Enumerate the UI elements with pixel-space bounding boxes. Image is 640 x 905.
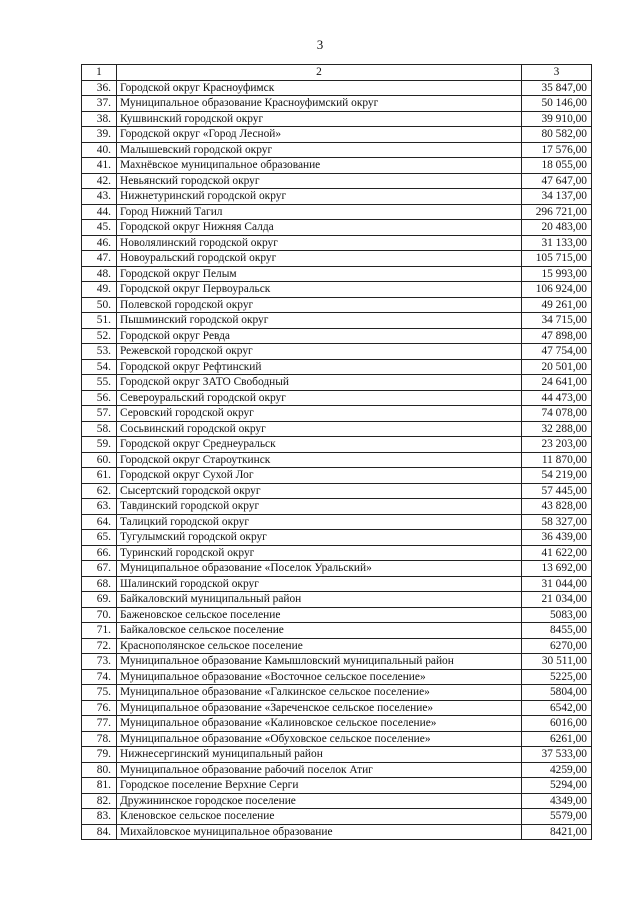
table-row (82, 747, 592, 763)
amount-value: 6261,00 (522, 731, 592, 747)
municipality-name: Режевской городской округ (117, 344, 522, 360)
municipality-name: Городской округ «Город Лесной» (117, 127, 522, 143)
municipality-name: Муниципальное образование «Восточное сельское поселение» (117, 669, 522, 685)
amount-value: 4349,00 (522, 793, 592, 809)
municipality-name: Городской округ Пелым (117, 266, 522, 282)
municipality-name: Кленовское сельское поселение (117, 809, 522, 825)
amount-value: 58 327,00 (522, 514, 592, 530)
table-row (82, 716, 592, 732)
amount-value: 23 203,00 (522, 437, 592, 453)
amount-value: 54 219,00 (522, 468, 592, 484)
municipality-name: Тугулымский городской округ (117, 530, 522, 546)
municipality-name: Махнёвское муниципальное образование (117, 158, 522, 174)
row-number: 73. (82, 654, 117, 670)
table-row (82, 142, 592, 158)
row-number: 38. (82, 111, 117, 127)
row-number: 55. (82, 375, 117, 391)
table-row (82, 111, 592, 127)
column-header-name: 2 (117, 65, 522, 81)
municipality-name: Нижнетуринский городской округ (117, 189, 522, 205)
municipality-name: Городской округ Староуткинск (117, 452, 522, 468)
table-row (82, 762, 592, 778)
municipality-name: Муниципальное образование «Зареченское сельское поселение» (117, 700, 522, 716)
table-row (82, 778, 592, 794)
table-row (82, 592, 592, 608)
municipality-name: Краснополянское сельское поселение (117, 638, 522, 654)
allocation-table (81, 64, 592, 840)
municipality-name: Пышминский городской округ (117, 313, 522, 329)
table-row (82, 483, 592, 499)
municipality-name: Североуральский городской округ (117, 390, 522, 406)
municipality-name: Новолялинский городской округ (117, 235, 522, 251)
amount-value: 11 870,00 (522, 452, 592, 468)
row-number: 43. (82, 189, 117, 205)
table-row (82, 204, 592, 220)
amount-value: 37 533,00 (522, 747, 592, 763)
amount-value: 49 261,00 (522, 297, 592, 313)
municipality-name: Городской округ Рефтинский (117, 359, 522, 375)
table-row (82, 623, 592, 639)
table-row (82, 793, 592, 809)
row-number: 44. (82, 204, 117, 220)
row-number: 40. (82, 142, 117, 158)
table-row (82, 251, 592, 267)
table-row (82, 96, 592, 112)
amount-value: 5294,00 (522, 778, 592, 794)
table-row (82, 638, 592, 654)
amount-value: 39 910,00 (522, 111, 592, 127)
amount-value: 44 473,00 (522, 390, 592, 406)
table-row (82, 654, 592, 670)
table-row (82, 266, 592, 282)
amount-value: 105 715,00 (522, 251, 592, 267)
amount-value: 31 133,00 (522, 235, 592, 251)
table-row (82, 576, 592, 592)
table-row (82, 390, 592, 406)
amount-value: 24 641,00 (522, 375, 592, 391)
amount-value: 30 511,00 (522, 654, 592, 670)
municipality-name: Байкаловское сельское поселение (117, 623, 522, 639)
row-number: 57. (82, 406, 117, 422)
row-number: 80. (82, 762, 117, 778)
row-number: 52. (82, 328, 117, 344)
row-number: 84. (82, 824, 117, 840)
municipality-name: Муниципальное образование Камышловский муниципальный район (117, 654, 522, 670)
municipality-name: Туринский городской округ (117, 545, 522, 561)
municipality-name: Муниципальное образование «Калиновское сельское поселение» (117, 716, 522, 732)
amount-value: 17 576,00 (522, 142, 592, 158)
amount-value: 74 078,00 (522, 406, 592, 422)
row-number: 75. (82, 685, 117, 701)
amount-value: 20 501,00 (522, 359, 592, 375)
row-number: 37. (82, 96, 117, 112)
amount-value: 4259,00 (522, 762, 592, 778)
row-number: 46. (82, 235, 117, 251)
table-row (82, 406, 592, 422)
amount-value: 6270,00 (522, 638, 592, 654)
amount-value: 13 692,00 (522, 561, 592, 577)
row-number: 47. (82, 251, 117, 267)
municipality-name: Нижнесергинский муниципальный район (117, 747, 522, 763)
table-row (82, 127, 592, 143)
row-number: 54. (82, 359, 117, 375)
municipality-name: Сосьвинский городской округ (117, 421, 522, 437)
municipality-name: Новоуральский городской округ (117, 251, 522, 267)
amount-value: 50 146,00 (522, 96, 592, 112)
table-row (82, 437, 592, 453)
municipality-name: Шалинский городской округ (117, 576, 522, 592)
row-number: 51. (82, 313, 117, 329)
municipality-name: Городской округ Красноуфимск (117, 80, 522, 96)
municipality-name: Муниципальное образование рабочий поселок Атиг (117, 762, 522, 778)
municipality-name: Полевской городской округ (117, 297, 522, 313)
page-number: 3 (316, 37, 324, 52)
row-number: 78. (82, 731, 117, 747)
table-body (82, 80, 592, 840)
municipality-name: Городское поселение Верхние Серги (117, 778, 522, 794)
table-row (82, 297, 592, 313)
amount-value: 15 993,00 (522, 266, 592, 282)
row-number: 82. (82, 793, 117, 809)
table-header-row (82, 65, 592, 81)
municipality-name: Городской округ ЗАТО Свободный (117, 375, 522, 391)
table-row (82, 220, 592, 236)
amount-value: 106 924,00 (522, 282, 592, 298)
row-number: 41. (82, 158, 117, 174)
table-row (82, 809, 592, 825)
table-row (82, 669, 592, 685)
amount-value: 47 898,00 (522, 328, 592, 344)
row-number: 48. (82, 266, 117, 282)
municipality-name: Городской округ Первоуральск (117, 282, 522, 298)
row-number: 65. (82, 530, 117, 546)
table-row (82, 530, 592, 546)
municipality-name: Баженовское сельское поселение (117, 607, 522, 623)
table-row (82, 282, 592, 298)
amount-value: 41 622,00 (522, 545, 592, 561)
municipality-name: Малышевский городской округ (117, 142, 522, 158)
table-row (82, 80, 592, 96)
amount-value: 5579,00 (522, 809, 592, 825)
amount-value: 34 137,00 (522, 189, 592, 205)
municipality-name: Городской округ Сухой Лог (117, 468, 522, 484)
table-row (82, 328, 592, 344)
table-row (82, 700, 592, 716)
row-number: 70. (82, 607, 117, 623)
amount-value: 43 828,00 (522, 499, 592, 515)
municipality-name: Муниципальное образование «Галкинское сельское поселение» (117, 685, 522, 701)
municipality-name: Серовский городской округ (117, 406, 522, 422)
row-number: 61. (82, 468, 117, 484)
row-number: 59. (82, 437, 117, 453)
row-number: 64. (82, 514, 117, 530)
table-row (82, 452, 592, 468)
amount-value: 6542,00 (522, 700, 592, 716)
row-number: 50. (82, 297, 117, 313)
row-number: 69. (82, 592, 117, 608)
row-number: 66. (82, 545, 117, 561)
row-number: 58. (82, 421, 117, 437)
amount-value: 5804,00 (522, 685, 592, 701)
municipality-name: Муниципальное образование «Обуховское сельское поселение» (117, 731, 522, 747)
table-row (82, 344, 592, 360)
amount-value: 5225,00 (522, 669, 592, 685)
table-row (82, 824, 592, 840)
table-row (82, 421, 592, 437)
row-number: 76. (82, 700, 117, 716)
amount-value: 8421,00 (522, 824, 592, 840)
municipality-name: Тавдинский городской округ (117, 499, 522, 515)
municipality-name: Городской округ Среднеуральск (117, 437, 522, 453)
column-header-number: 1 (82, 65, 117, 81)
row-number: 42. (82, 173, 117, 189)
table-row (82, 359, 592, 375)
row-number: 81. (82, 778, 117, 794)
amount-value: 18 055,00 (522, 158, 592, 174)
amount-value: 6016,00 (522, 716, 592, 732)
municipality-name: Михайловское муниципальное образование (117, 824, 522, 840)
municipality-name: Городской округ Нижняя Салда (117, 220, 522, 236)
column-header-amount: 3 (522, 65, 592, 81)
table-row (82, 158, 592, 174)
table-row (82, 607, 592, 623)
row-number: 72. (82, 638, 117, 654)
table-row (82, 514, 592, 530)
row-number: 36. (82, 80, 117, 96)
municipality-name: Байкаловский муниципальный район (117, 592, 522, 608)
row-number: 74. (82, 669, 117, 685)
row-number: 45. (82, 220, 117, 236)
amount-value: 35 847,00 (522, 80, 592, 96)
amount-value: 36 439,00 (522, 530, 592, 546)
amount-value: 57 445,00 (522, 483, 592, 499)
municipality-name: Муниципальное образование Красноуфимский округ (117, 96, 522, 112)
municipality-name: Город Нижний Тагил (117, 204, 522, 220)
amount-value: 80 582,00 (522, 127, 592, 143)
municipality-name: Невьянский городской округ (117, 173, 522, 189)
table-row (82, 235, 592, 251)
row-number: 39. (82, 127, 117, 143)
row-number: 49. (82, 282, 117, 298)
table-row (82, 545, 592, 561)
municipality-name: Дружининское городское поселение (117, 793, 522, 809)
row-number: 62. (82, 483, 117, 499)
table-row (82, 468, 592, 484)
municipality-name: Талицкий городской округ (117, 514, 522, 530)
row-number: 77. (82, 716, 117, 732)
row-number: 79. (82, 747, 117, 763)
amount-value: 5083,00 (522, 607, 592, 623)
row-number: 83. (82, 809, 117, 825)
municipality-name: Сысертский городской округ (117, 483, 522, 499)
table-row (82, 561, 592, 577)
row-number: 67. (82, 561, 117, 577)
table-row (82, 685, 592, 701)
amount-value: 21 034,00 (522, 592, 592, 608)
row-number: 56. (82, 390, 117, 406)
municipality-name: Муниципальное образование «Поселок Уральский» (117, 561, 522, 577)
municipality-name: Кушвинский городской округ (117, 111, 522, 127)
amount-value: 47 754,00 (522, 344, 592, 360)
table-row (82, 189, 592, 205)
amount-value: 31 044,00 (522, 576, 592, 592)
amount-value: 47 647,00 (522, 173, 592, 189)
amount-value: 296 721,00 (522, 204, 592, 220)
table-row (82, 731, 592, 747)
row-number: 68. (82, 576, 117, 592)
amount-value: 20 483,00 (522, 220, 592, 236)
amount-value: 8455,00 (522, 623, 592, 639)
amount-value: 34 715,00 (522, 313, 592, 329)
table-row (82, 313, 592, 329)
table-row (82, 499, 592, 515)
municipality-name: Городской округ Ревда (117, 328, 522, 344)
row-number: 71. (82, 623, 117, 639)
row-number: 53. (82, 344, 117, 360)
table-row (82, 173, 592, 189)
amount-value: 32 288,00 (522, 421, 592, 437)
row-number: 63. (82, 499, 117, 515)
row-number: 60. (82, 452, 117, 468)
table-row (82, 375, 592, 391)
